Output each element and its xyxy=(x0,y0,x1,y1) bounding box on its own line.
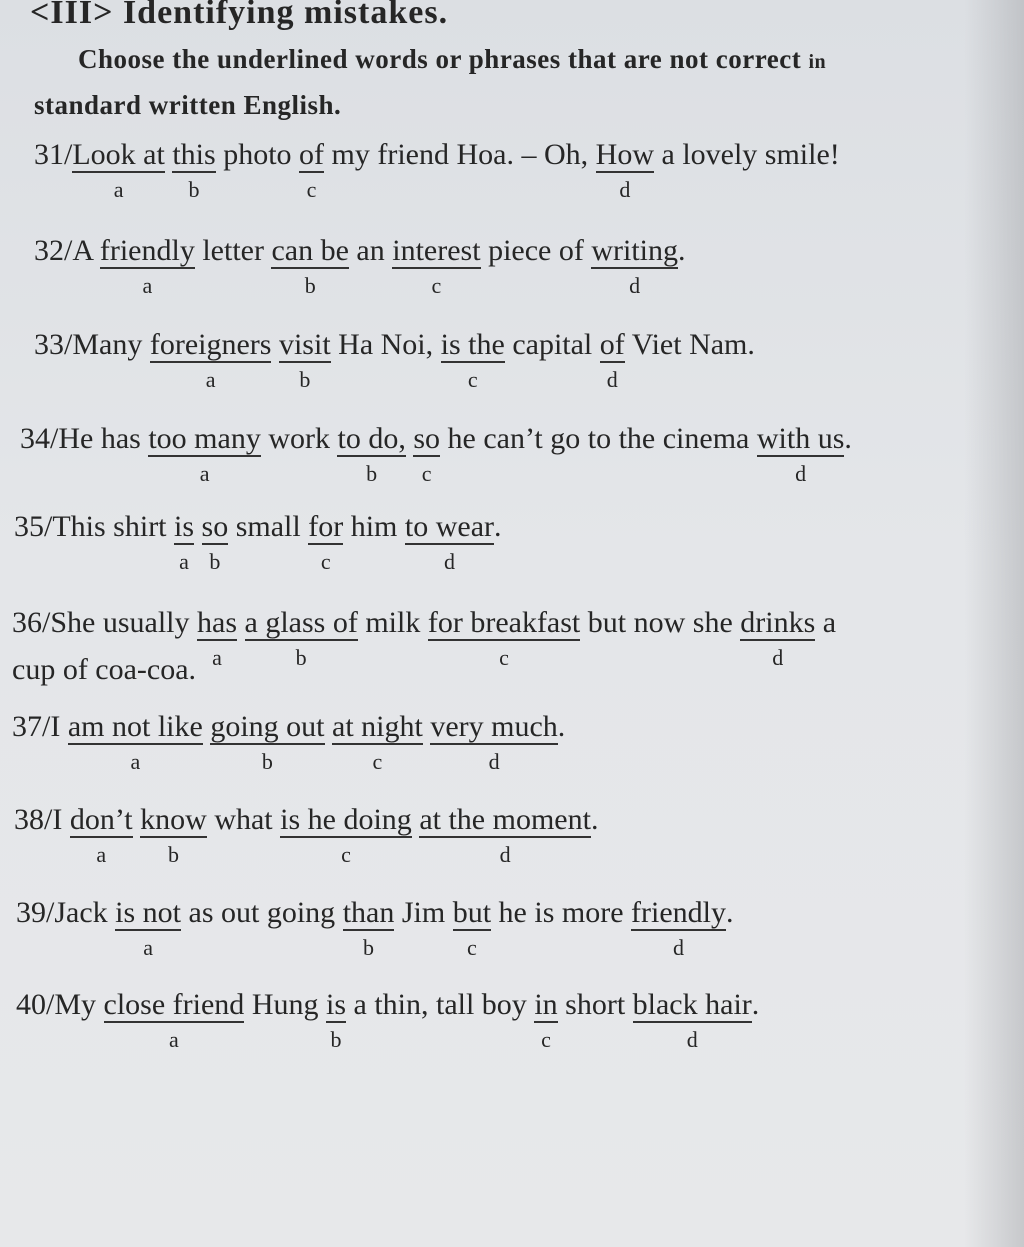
sentence-text: . xyxy=(678,234,686,267)
underlined-option-a[interactable] xyxy=(99,234,195,298)
underlined-option-a[interactable] xyxy=(72,138,165,202)
sentence-text: capital xyxy=(504,328,600,361)
option-text: Look at xyxy=(72,138,165,171)
underlined-option-d[interactable] xyxy=(631,896,726,960)
underlined-option-a[interactable] xyxy=(149,328,272,392)
sentence-text: . xyxy=(590,803,599,836)
sentence-text xyxy=(325,712,333,742)
question-number: 38/ xyxy=(14,803,53,836)
sentence-text xyxy=(271,330,279,360)
option-letter: d xyxy=(795,461,807,486)
option-letter: a xyxy=(96,842,107,867)
option-text: black hair xyxy=(632,988,752,1021)
option-text: for breakfast xyxy=(427,606,581,639)
option-text: friendly xyxy=(631,896,726,929)
option-text: too many xyxy=(148,422,261,455)
underlined-option-a[interactable] xyxy=(174,510,195,574)
option-text: interest xyxy=(392,234,481,267)
underlined-option-d[interactable] xyxy=(599,328,625,392)
option-letter: a xyxy=(212,645,222,670)
option-text: is he doing xyxy=(280,803,412,836)
option-letter: c xyxy=(306,177,317,202)
sentence-text: He has xyxy=(58,422,149,455)
underlined-option-a[interactable] xyxy=(115,896,182,960)
sentence-text: a xyxy=(815,606,837,639)
underlined-option-d[interactable] xyxy=(419,803,591,867)
option-text: writing xyxy=(591,234,679,267)
option-letter: a xyxy=(205,367,216,392)
sentence-text: photo xyxy=(215,138,300,171)
underlined-option-c[interactable] xyxy=(332,710,423,774)
underlined-option-c[interactable] xyxy=(413,422,441,486)
sentence-text: . xyxy=(844,422,852,455)
option-letter: b xyxy=(261,749,273,774)
option-text: at the moment xyxy=(419,803,591,836)
option-text: with us xyxy=(756,422,845,455)
instruction-text: Choose the underlined words or phrases that are not correct xyxy=(78,44,802,74)
sentence-text: . xyxy=(725,896,734,929)
underlined-option-b[interactable] xyxy=(140,803,207,867)
option-text: foreigners xyxy=(149,328,272,361)
option-letter: a xyxy=(143,935,153,960)
question-33 xyxy=(34,328,755,392)
option-letter: a xyxy=(199,461,210,486)
option-letter: b xyxy=(366,461,378,486)
underlined-option-a[interactable] xyxy=(148,422,261,486)
question-38 xyxy=(14,803,599,867)
sentence-text: a lovely smile! xyxy=(654,138,840,171)
option-letter: b xyxy=(295,645,307,670)
underlined-option-c[interactable] xyxy=(452,896,492,960)
question-continuation: cup of coa-coa. xyxy=(12,653,197,686)
underlined-option-d[interactable] xyxy=(740,606,816,670)
sentence-text: piece of xyxy=(480,234,592,267)
question-number: 40/ xyxy=(16,988,55,1021)
sentence-text: an xyxy=(348,234,393,267)
option-text: in xyxy=(534,988,558,1021)
option-text: of xyxy=(599,328,625,361)
underlined-option-d[interactable] xyxy=(591,234,679,298)
sentence-text: . xyxy=(494,510,502,543)
question-number: 33/ xyxy=(34,328,73,361)
option-text: is the xyxy=(440,328,505,361)
option-text: but xyxy=(452,896,492,929)
option-text: am not like xyxy=(67,710,203,743)
option-text: than xyxy=(342,896,395,929)
underlined-option-c[interactable] xyxy=(534,988,558,1052)
sentence-text: A xyxy=(72,234,100,267)
sentence-text xyxy=(423,712,431,742)
option-text: of xyxy=(299,138,325,171)
sentence-text: I xyxy=(52,803,70,836)
underlined-option-c[interactable] xyxy=(299,138,325,202)
underlined-option-b[interactable] xyxy=(278,328,331,392)
instruction-line-2: standard written English. xyxy=(34,90,342,120)
question-39 xyxy=(16,896,734,960)
option-text: to do, xyxy=(337,422,406,455)
underlined-option-c[interactable] xyxy=(280,803,412,867)
option-text: close friend xyxy=(103,988,245,1021)
option-letter: b xyxy=(167,842,179,867)
option-text: so xyxy=(201,510,229,543)
option-text: going out xyxy=(210,710,325,743)
option-text: a glass of xyxy=(244,606,358,639)
question-32 xyxy=(34,234,686,298)
option-text: visit xyxy=(278,328,331,361)
sentence-text: but now she xyxy=(580,606,741,639)
option-text: is xyxy=(174,510,195,543)
sentence-text: My xyxy=(54,988,104,1021)
sentence-text: Many xyxy=(72,328,150,361)
option-letter: a xyxy=(113,177,124,202)
sentence-text: a thin, tall boy xyxy=(346,988,535,1021)
option-text: for xyxy=(308,510,344,543)
sentence-text: he is more xyxy=(491,896,632,929)
option-letter: b xyxy=(188,177,200,202)
sentence-text: milk xyxy=(357,606,428,639)
sentence-text: She usually xyxy=(50,606,198,639)
sentence-text: Jim xyxy=(394,896,453,929)
question-31 xyxy=(34,138,840,202)
question-number: 36/ xyxy=(12,606,51,639)
question-35 xyxy=(14,510,502,574)
option-letter: d xyxy=(606,367,618,392)
option-text: drinks xyxy=(740,606,816,639)
option-letter: b xyxy=(299,367,311,392)
underlined-option-a[interactable] xyxy=(197,606,238,670)
underlined-option-d[interactable] xyxy=(632,988,752,1052)
option-text: don’t xyxy=(69,803,133,836)
option-text: to wear xyxy=(404,510,494,543)
option-letter: a xyxy=(169,1027,179,1052)
option-letter: b xyxy=(304,273,316,298)
option-letter: a xyxy=(142,273,153,298)
option-text: is xyxy=(325,988,346,1021)
underlined-option-b[interactable] xyxy=(325,988,346,1052)
instruction-line-1 xyxy=(78,44,826,75)
option-letter: b xyxy=(209,549,221,574)
option-letter: c xyxy=(320,549,331,574)
sentence-text: he can’t go to the cinema xyxy=(440,422,757,455)
underlined-option-a[interactable] xyxy=(103,988,245,1052)
question-number: 31/ xyxy=(34,138,73,171)
underlined-option-c[interactable] xyxy=(427,606,581,670)
sentence-text: my friend Hoa. – Oh, xyxy=(324,138,596,171)
option-letter: a xyxy=(179,549,189,574)
option-letter: c xyxy=(541,1027,551,1052)
sentence-text xyxy=(133,805,141,835)
option-letter: b xyxy=(363,935,375,960)
instruction-tail: in xyxy=(808,51,827,73)
option-letter: d xyxy=(686,1027,698,1052)
sentence-text: Jack xyxy=(54,896,116,929)
question-37 xyxy=(12,710,566,774)
question-40 xyxy=(16,988,760,1052)
question-number: 34/ xyxy=(20,422,59,455)
sentence-text: him xyxy=(343,510,405,543)
option-letter: d xyxy=(619,177,631,202)
question-number: 37/ xyxy=(12,710,51,743)
option-letter: c xyxy=(372,749,383,774)
option-letter: d xyxy=(629,273,641,298)
underlined-option-a[interactable] xyxy=(69,803,133,867)
sentence-text: work xyxy=(260,422,338,455)
question-number: 32/ xyxy=(34,234,73,267)
sentence-text xyxy=(406,424,414,454)
question-number: 39/ xyxy=(16,896,55,929)
option-letter: d xyxy=(488,749,500,774)
option-text: friendly xyxy=(99,234,195,267)
option-text: at night xyxy=(332,710,423,743)
sentence-text xyxy=(412,805,420,835)
sentence-text xyxy=(165,140,173,170)
sentence-text: . xyxy=(557,710,566,743)
option-text: this xyxy=(172,138,216,171)
sentence-text xyxy=(237,608,245,638)
sentence-text: letter xyxy=(194,234,272,267)
option-letter: c xyxy=(467,367,478,392)
option-letter: c xyxy=(341,842,351,867)
option-letter: d xyxy=(673,935,684,960)
option-text: How xyxy=(595,138,654,171)
option-letter: d xyxy=(499,842,511,867)
sentence-text: short xyxy=(557,988,633,1021)
underlined-option-d[interactable] xyxy=(756,422,845,486)
option-letter: b xyxy=(330,1027,342,1052)
sentence-text: Hung xyxy=(244,988,326,1021)
question-34 xyxy=(20,422,852,486)
option-text: can be xyxy=(271,234,349,267)
option-letter: c xyxy=(499,645,509,670)
underlined-option-b[interactable] xyxy=(342,896,395,960)
underlined-option-b[interactable] xyxy=(271,234,349,298)
option-text: know xyxy=(140,803,207,836)
underlined-option-b[interactable] xyxy=(172,138,216,202)
sentence-text xyxy=(194,512,202,542)
option-letter: d xyxy=(772,645,784,670)
underlined-option-b[interactable] xyxy=(244,606,358,670)
option-letter: a xyxy=(130,749,141,774)
question-number: 35/ xyxy=(14,510,53,543)
sentence-text: I xyxy=(50,710,68,743)
option-letter: c xyxy=(431,273,442,298)
page-shadow xyxy=(964,0,1024,1247)
underlined-option-b[interactable] xyxy=(337,422,406,486)
sentence-text: Ha Noi, xyxy=(330,328,441,361)
underlined-option-b[interactable] xyxy=(201,510,229,574)
sentence-text: This shirt xyxy=(52,510,175,543)
sentence-text: . xyxy=(751,988,760,1021)
sentence-text: Viet Nam. xyxy=(624,328,755,361)
underlined-option-c[interactable] xyxy=(392,234,481,298)
underlined-option-d[interactable] xyxy=(404,510,494,574)
underlined-option-d[interactable] xyxy=(430,710,558,774)
option-letter: d xyxy=(443,549,455,574)
option-text: is not xyxy=(115,896,182,929)
underlined-option-c[interactable] xyxy=(440,328,505,392)
underlined-option-c[interactable] xyxy=(308,510,344,574)
sentence-text: small xyxy=(228,510,309,543)
option-text: very much xyxy=(430,710,558,743)
option-text: so xyxy=(413,422,441,455)
option-letter: c xyxy=(421,461,432,486)
sentence-text: as out going xyxy=(181,896,343,929)
sentence-text: what xyxy=(206,803,281,836)
underlined-option-d[interactable] xyxy=(595,138,654,202)
option-text: has xyxy=(197,606,238,639)
section-heading: <III> Identifying mistakes. xyxy=(30,0,449,31)
sentence-text xyxy=(203,712,211,742)
option-letter: c xyxy=(466,935,477,960)
underlined-option-b[interactable] xyxy=(210,710,325,774)
underlined-option-a[interactable] xyxy=(67,710,203,774)
